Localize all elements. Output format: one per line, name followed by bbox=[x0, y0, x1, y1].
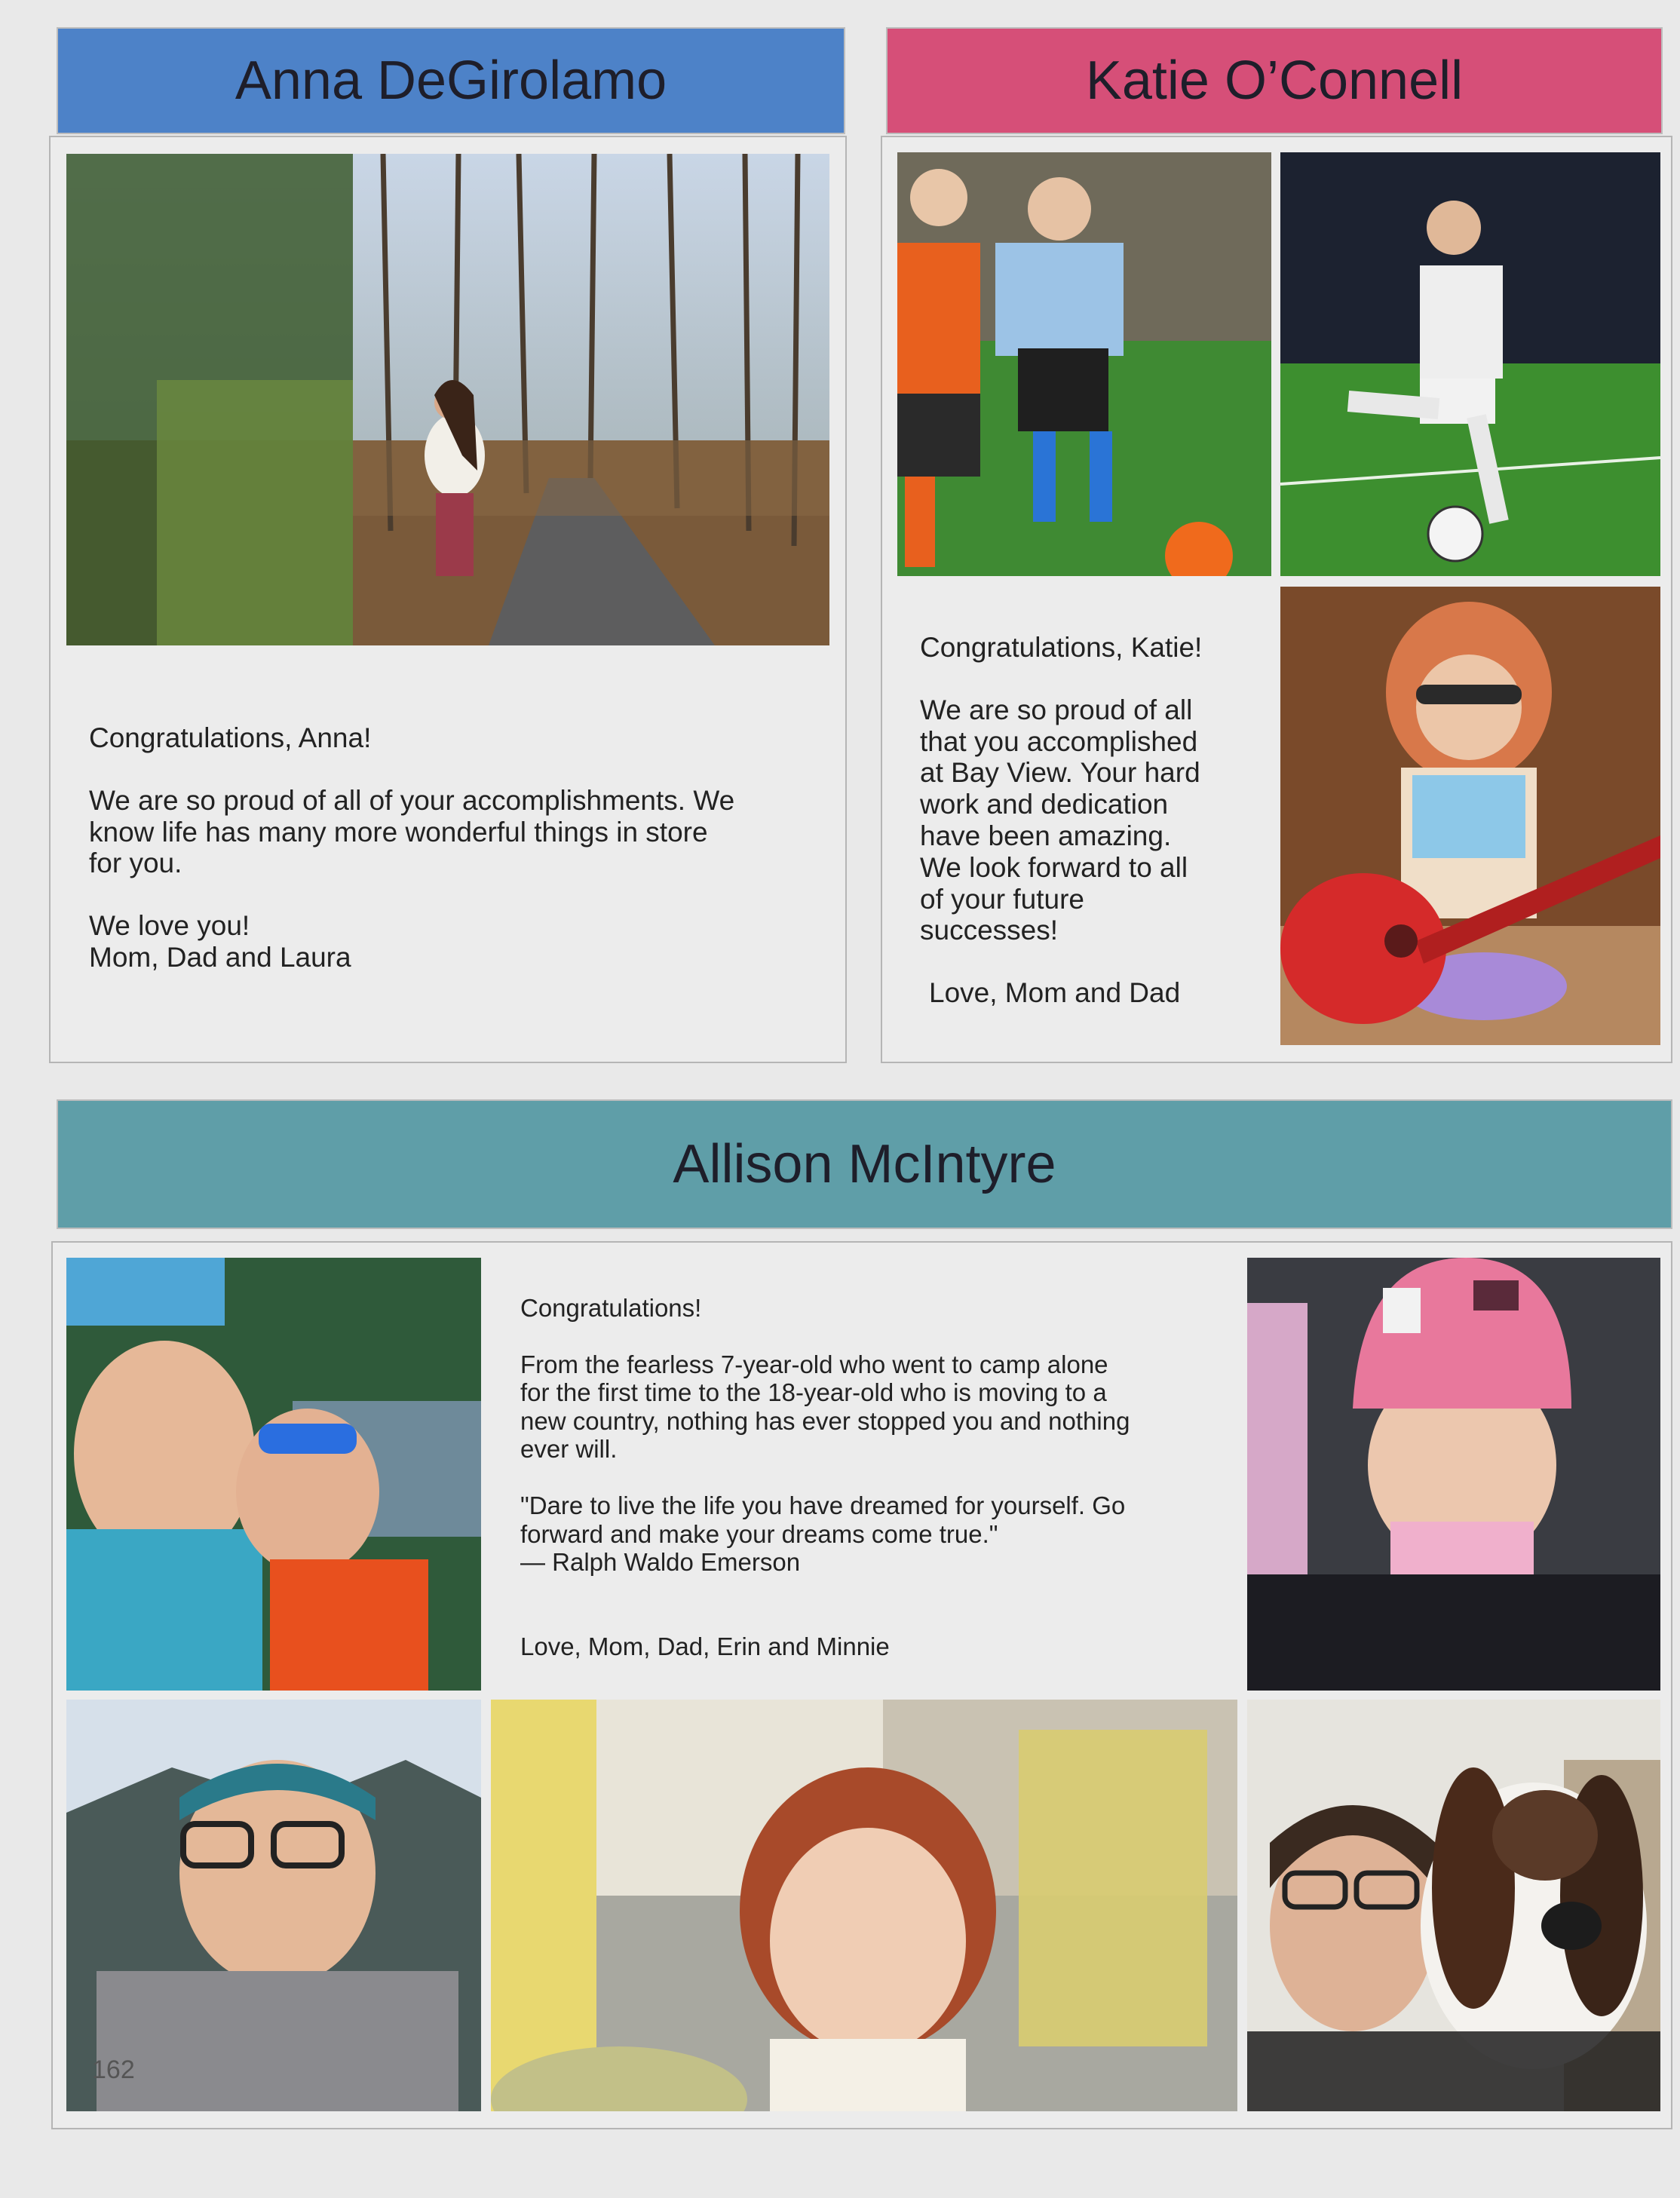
katie-body-line: that you accomplished bbox=[920, 725, 1198, 757]
katie-body-line: at Bay View. Your hard bbox=[920, 757, 1200, 789]
katie-body-line: We look forward to all bbox=[920, 851, 1188, 883]
allison-name: Allison McIntyre bbox=[673, 1134, 1056, 1194]
anna-message bbox=[89, 722, 828, 973]
katie-greeting: Congratulations, Katie! bbox=[920, 632, 1203, 663]
allison-body-line: new country, nothing has ever stopped you and nothing bbox=[520, 1406, 1130, 1435]
katie-body-line: We are so proud of all bbox=[920, 694, 1193, 725]
allison-closing: Love, Mom, Dad, Erin and Minnie bbox=[520, 1632, 890, 1660]
girl-pink-camo-hat-photo bbox=[1247, 1258, 1660, 1691]
allison-greeting: Congratulations! bbox=[520, 1294, 702, 1322]
allison-quote-attribution: — Ralph Waldo Emerson bbox=[520, 1548, 801, 1577]
allison-body-line: for the first time to the 18-year-old who is moving to a bbox=[520, 1378, 1107, 1407]
selfie-lake-photo bbox=[66, 1258, 481, 1691]
katie-name: Katie O’Connell bbox=[1085, 51, 1464, 111]
anna-body-line: We are so proud of all of your accomplishments. We bbox=[89, 784, 735, 816]
anna-name-banner bbox=[57, 27, 845, 134]
allison-quote-line: forward and make your dreams come true." bbox=[520, 1519, 998, 1548]
katie-body-line: of your future bbox=[920, 883, 1085, 915]
woman-on-wooded-road-photo bbox=[66, 154, 829, 645]
anna-name: Anna DeGirolamo bbox=[235, 51, 667, 111]
katie-closing: Love, Mom and Dad bbox=[929, 977, 1181, 1009]
allison-body-line: ever will. bbox=[520, 1435, 618, 1464]
kids-soccer-photo bbox=[897, 152, 1271, 576]
girl-with-dog-photo bbox=[1247, 1700, 1660, 2111]
katie-body-line: have been amazing. bbox=[920, 820, 1172, 851]
katie-name-banner bbox=[886, 27, 1663, 134]
anna-greeting: Congratulations, Anna! bbox=[89, 722, 372, 753]
allison-message bbox=[520, 1294, 1237, 1660]
toddler-on-porch-photo bbox=[491, 1700, 1237, 2111]
anna-body-line: know life has many more wonderful things in store bbox=[89, 816, 708, 848]
anna-closing-line: We love you! bbox=[89, 910, 250, 942]
katie-body-line: work and dedication bbox=[920, 789, 1169, 820]
mountain-selfie-photo bbox=[66, 1700, 481, 2111]
katie-message bbox=[920, 632, 1274, 1009]
anna-body-line: for you. bbox=[89, 848, 182, 879]
girl-with-guitar-photo bbox=[1280, 587, 1660, 1045]
soccer-player-kicking-photo bbox=[1280, 152, 1660, 576]
allison-quote-line: "Dare to live the life you have dreamed for yourself. Go bbox=[520, 1491, 1126, 1520]
anna-closing-line: Mom, Dad and Laura bbox=[89, 941, 351, 973]
allison-name-banner bbox=[57, 1099, 1672, 1229]
page-number: 162 bbox=[92, 2055, 135, 2084]
katie-body-line: successes! bbox=[920, 915, 1059, 946]
allison-body-line: From the fearless 7-year-old who went to camp alone bbox=[520, 1350, 1108, 1378]
